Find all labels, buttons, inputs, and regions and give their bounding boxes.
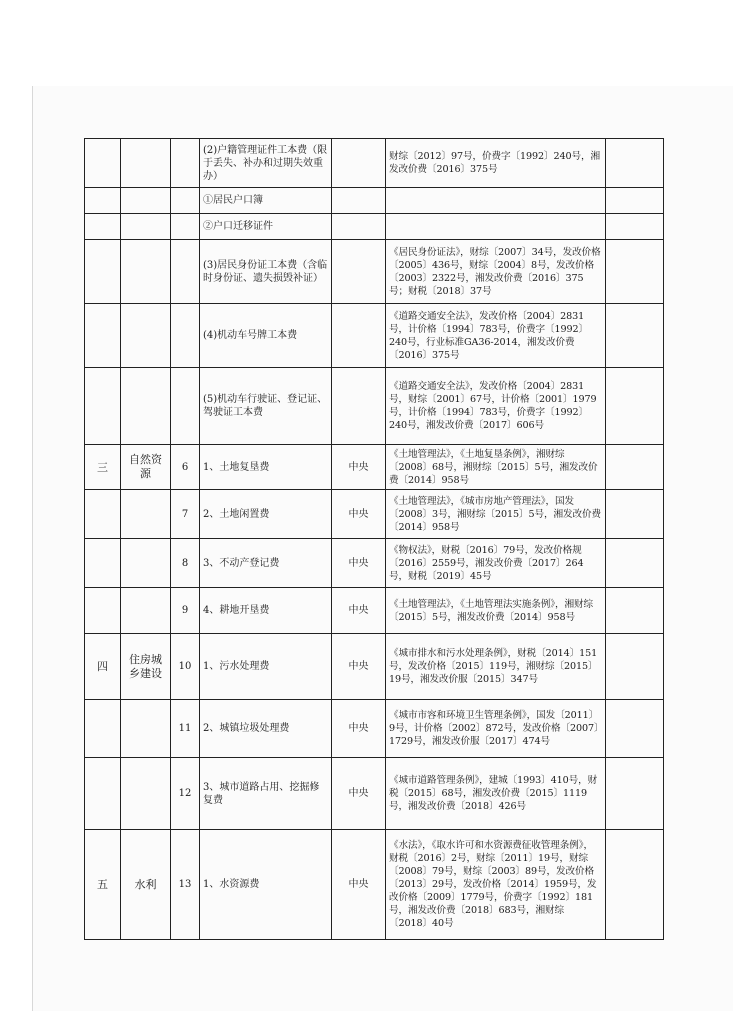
table-row: [85, 539, 664, 588]
note-cell: [606, 700, 664, 758]
item-cell: (3)居民身份证工本费（含临时身份证、遗失损毁补证）: [200, 240, 332, 304]
level-cell: 中央: [332, 758, 386, 830]
category-cell: [121, 188, 171, 214]
level-cell: 中央: [332, 830, 386, 940]
seq-cell: [85, 214, 121, 240]
number-cell: 11: [171, 700, 200, 758]
item-cell: 1、土地复垦费: [200, 445, 332, 490]
item-cell: 3、不动产登记费: [200, 539, 332, 588]
seq-cell: [85, 758, 121, 830]
item-cell: 2、土地闲置费: [200, 490, 332, 539]
level-cell: [332, 214, 386, 240]
category-cell: 水利: [121, 830, 171, 940]
seq-cell: 五: [85, 830, 121, 940]
category-cell: [121, 240, 171, 304]
table-row: [85, 758, 664, 830]
item-cell: (4)机动车号牌工本费: [200, 304, 332, 368]
basis-cell: 《城市市容和环境卫生管理条例》，国发〔2011〕9号，计价格〔2002〕872号，发改价格〔2007〕1729号，湘发改价服〔2017〕474号: [386, 700, 606, 758]
table-row: [85, 188, 664, 214]
category-cell: [121, 490, 171, 539]
table-row: [85, 240, 664, 304]
note-cell: [606, 758, 664, 830]
number-cell: [171, 188, 200, 214]
level-cell: [332, 139, 386, 188]
note-cell: [606, 539, 664, 588]
category-cell: 住房城乡建设: [121, 634, 171, 700]
level-cell: 中央: [332, 634, 386, 700]
item-cell: 3、城市道路占用、挖掘修复费: [200, 758, 332, 830]
basis-cell: 《城市排水和污水处理条例》，财税〔2014〕151号，发改价格〔2015〕119号，湘财综〔2015〕19号，湘发改价服〔2015〕347号: [386, 634, 606, 700]
item-cell: 2、城镇垃圾处理费: [200, 700, 332, 758]
seq-cell: [85, 539, 121, 588]
basis-cell: [386, 214, 606, 240]
fee-table: [84, 138, 664, 940]
number-cell: 9: [171, 588, 200, 634]
basis-cell: 《土地管理法》，《土地复垦条例》，湘财综〔2008〕68号，湘财综〔2015〕5号，湘发改价费〔2014〕958号: [386, 445, 606, 490]
note-cell: [606, 634, 664, 700]
table-row: [85, 139, 664, 188]
note-cell: [606, 188, 664, 214]
note-cell: [606, 304, 664, 368]
basis-cell: 《土地管理法》，《城市房地产管理法》，国发〔2008〕3号，湘财综〔2015〕5号，湘发改价费〔2014〕958号: [386, 490, 606, 539]
category-cell: [121, 214, 171, 240]
level-cell: 中央: [332, 539, 386, 588]
seq-cell: [85, 304, 121, 368]
table-row: [85, 214, 664, 240]
item-cell: (5)机动车行驶证、登记证、驾驶证工本费: [200, 368, 332, 445]
note-cell: [606, 588, 664, 634]
category-cell: [121, 139, 171, 188]
number-cell: [171, 240, 200, 304]
basis-cell: [386, 188, 606, 214]
level-cell: [332, 304, 386, 368]
category-cell: 自然资源: [121, 445, 171, 490]
table-row: [85, 304, 664, 368]
note-cell: [606, 214, 664, 240]
basis-cell: 财综〔2012〕97号，价费字〔1992〕240号，湘发改价费〔2016〕375号: [386, 139, 606, 188]
basis-cell: 《道路交通安全法》，发改价格〔2004〕2831号，计价格〔1994〕783号，价费字〔1992〕240号，行业标准GA36-2014，湘发改价费〔2016〕375号: [386, 304, 606, 368]
basis-cell: 《水法》，《取水许可和水资源费征收管理条例》，财税〔2016〕2号，财综〔2011〕19号，财综〔2008〕79号，财综〔2003〕89号，发改价格〔2013〕29号，发改价格〔2014〕1959号，发改价格〔2009〕1779号，价费字〔1992〕181号，湘发改价费〔2018〕683号，湘财综〔2018〕40号: [386, 830, 606, 940]
number-cell: [171, 368, 200, 445]
seq-cell: 三: [85, 445, 121, 490]
number-cell: 8: [171, 539, 200, 588]
note-cell: [606, 368, 664, 445]
seq-cell: [85, 188, 121, 214]
seq-cell: 四: [85, 634, 121, 700]
number-cell: [171, 304, 200, 368]
note-cell: [606, 830, 664, 940]
note-cell: [606, 240, 664, 304]
item-cell: 4、耕地开垦费: [200, 588, 332, 634]
basis-cell: 《物权法》，财税〔2016〕79号，发改价格规〔2016〕2559号，湘发改价费〔2017〕264号，财税〔2019〕45号: [386, 539, 606, 588]
level-cell: 中央: [332, 490, 386, 539]
seq-cell: [85, 700, 121, 758]
number-cell: 12: [171, 758, 200, 830]
number-cell: 6: [171, 445, 200, 490]
table-row: [85, 368, 664, 445]
table-row: [85, 634, 664, 700]
item-cell: 1、水资源费: [200, 830, 332, 940]
note-cell: [606, 139, 664, 188]
seq-cell: [85, 240, 121, 304]
note-cell: [606, 445, 664, 490]
category-cell: [121, 304, 171, 368]
number-cell: 7: [171, 490, 200, 539]
basis-cell: 《土地管理法》，《土地管理法实施条例》，湘财综〔2015〕5号，湘发改价费〔2014〕958号: [386, 588, 606, 634]
category-cell: [121, 539, 171, 588]
category-cell: [121, 368, 171, 445]
seq-cell: [85, 139, 121, 188]
number-cell: 13: [171, 830, 200, 940]
level-cell: 中央: [332, 588, 386, 634]
category-cell: [121, 700, 171, 758]
note-cell: [606, 490, 664, 539]
item-cell: (2)户籍管理证件工本费（限于丢失、补办和过期失效重办）: [200, 139, 332, 188]
basis-cell: 《城市道路管理条例》，建城〔1993〕410号，财税〔2015〕68号，湘发改价费〔2015〕1119号，湘发改价费〔2018〕426号: [386, 758, 606, 830]
level-cell: 中央: [332, 445, 386, 490]
number-cell: 10: [171, 634, 200, 700]
table-row: [85, 490, 664, 539]
category-cell: [121, 758, 171, 830]
table-row: [85, 830, 664, 940]
seq-cell: [85, 588, 121, 634]
level-cell: [332, 368, 386, 445]
category-cell: [121, 588, 171, 634]
item-cell: ②户口迁移证件: [200, 214, 332, 240]
number-cell: [171, 214, 200, 240]
basis-cell: 《道路交通安全法》，发改价格〔2004〕2831号，财综〔2001〕67号，计价格〔2001〕1979号，计价格〔1994〕783号，价费字〔1992〕240号，湘发改价费〔2017〕606号: [386, 368, 606, 445]
level-cell: [332, 188, 386, 214]
seq-cell: [85, 368, 121, 445]
table-row: [85, 700, 664, 758]
item-cell: ①居民户口簿: [200, 188, 332, 214]
seq-cell: [85, 490, 121, 539]
level-cell: 中央: [332, 700, 386, 758]
number-cell: [171, 139, 200, 188]
item-cell: 1、污水处理费: [200, 634, 332, 700]
table-row: [85, 445, 664, 490]
basis-cell: 《居民身份证法》，财综〔2007〕34号，发改价格〔2005〕436号，财综〔2004〕8号，发改价格〔2003〕2322号，湘发改价费〔2016〕375号；财税〔2018〕37号: [386, 240, 606, 304]
table-row: [85, 588, 664, 634]
level-cell: [332, 240, 386, 304]
